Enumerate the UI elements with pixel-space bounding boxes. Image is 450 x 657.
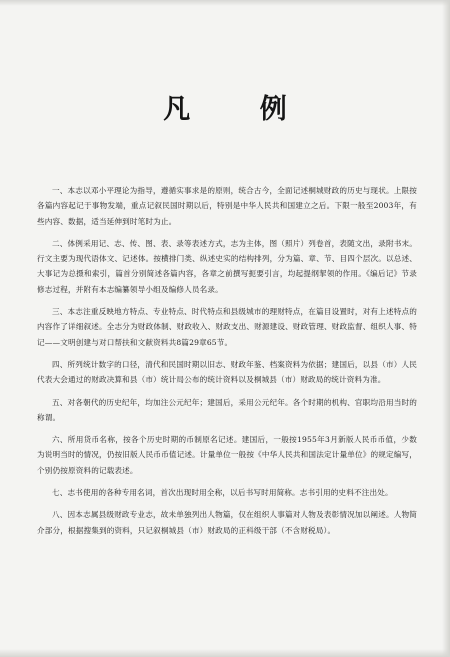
paragraph-1: 一、本志以邓小平理论为指导，遵循实事求是的原则，统合古今，全面记述桐城财政的历史与现状。上限按各篇内容起记于事物发端，重点记叙民国时期以后，特别是中华人民共和国建立之后。下限一般至2003年，有些内容、数据，适当延伸到时笔时为止。 xyxy=(37,186,417,226)
paragraph-5: 五、对各朝代的历史纪年，均加注公元纪年；建国后，采用公元纪年。各个时期的机构、官职均沿用当时的称谓。 xyxy=(37,397,417,422)
paragraph-7: 七、志书使用的各种专用名词，首次出现时用全称，以后书写时用简称。志书引用的史料不注出处。 xyxy=(52,488,393,498)
paragraph-8: 八、因本志属县级财政专业志，故未单独列出人物篇，仅在组织人事篇对人物及表彰情况加以阐述。人物简介部分，根据搜集到的资料，只记叙桐城县（市）财政局的正科级干部（不含财税局）。 xyxy=(37,510,417,535)
scan-shadow-top xyxy=(0,0,450,6)
document-body xyxy=(37,183,417,545)
scan-shadow-bottom xyxy=(0,649,450,657)
paragraph-6: 六、所用货币名称，按各个历史时期的币制原名记述。建国后，一般按1955年3月新版人民币币值，少数为说明当时的情况，仍按旧版人民币币值记述。计量单位一般按《中华人民共和国法定计量单位》的规定编写，个别仍按原资料的记载表述。 xyxy=(37,435,417,475)
paragraph-3: 三、本志注重反映地方特点、专业特点、时代特点和县级城市的理财特点，在篇目设置时，对有上述特点的内容作了详细叙述。全志分为财政体制、财政收入、财政支出、财源建设、财政管理、财政监督、组织人事、特记——文明创建与对口帮扶和文献资料共8篇29章65节。 xyxy=(37,307,417,347)
paragraph-4: 四、所列统计数字的口径，清代和民国时期以旧志、财政年鉴、档案资料为依据；建国后，以县（市）人民代表大会通过的财政决算和县（市）统计局公布的统计资料以及桐城县（市）财政局的统计资料为准。 xyxy=(37,359,417,385)
paragraph-2: 二、体例采用记、志、传、图、表、录等表述方式，志为主体，图（照片）列卷首，表随文出，录附书末。行文主要为现代语体文、记述体。按横排门类、纵述史实的结构排列，分为篇、章、节、目四个层次。以总述、大事记为总摄和索引，篇首分别简述各篇内容，各章之前撰写扼要引言，均起提纲挈领的作用。《编后记》节录修志过程，并附有本志编纂领导小组及编修人员名录。 xyxy=(37,238,417,294)
page-title: 凡 例 xyxy=(163,94,317,125)
